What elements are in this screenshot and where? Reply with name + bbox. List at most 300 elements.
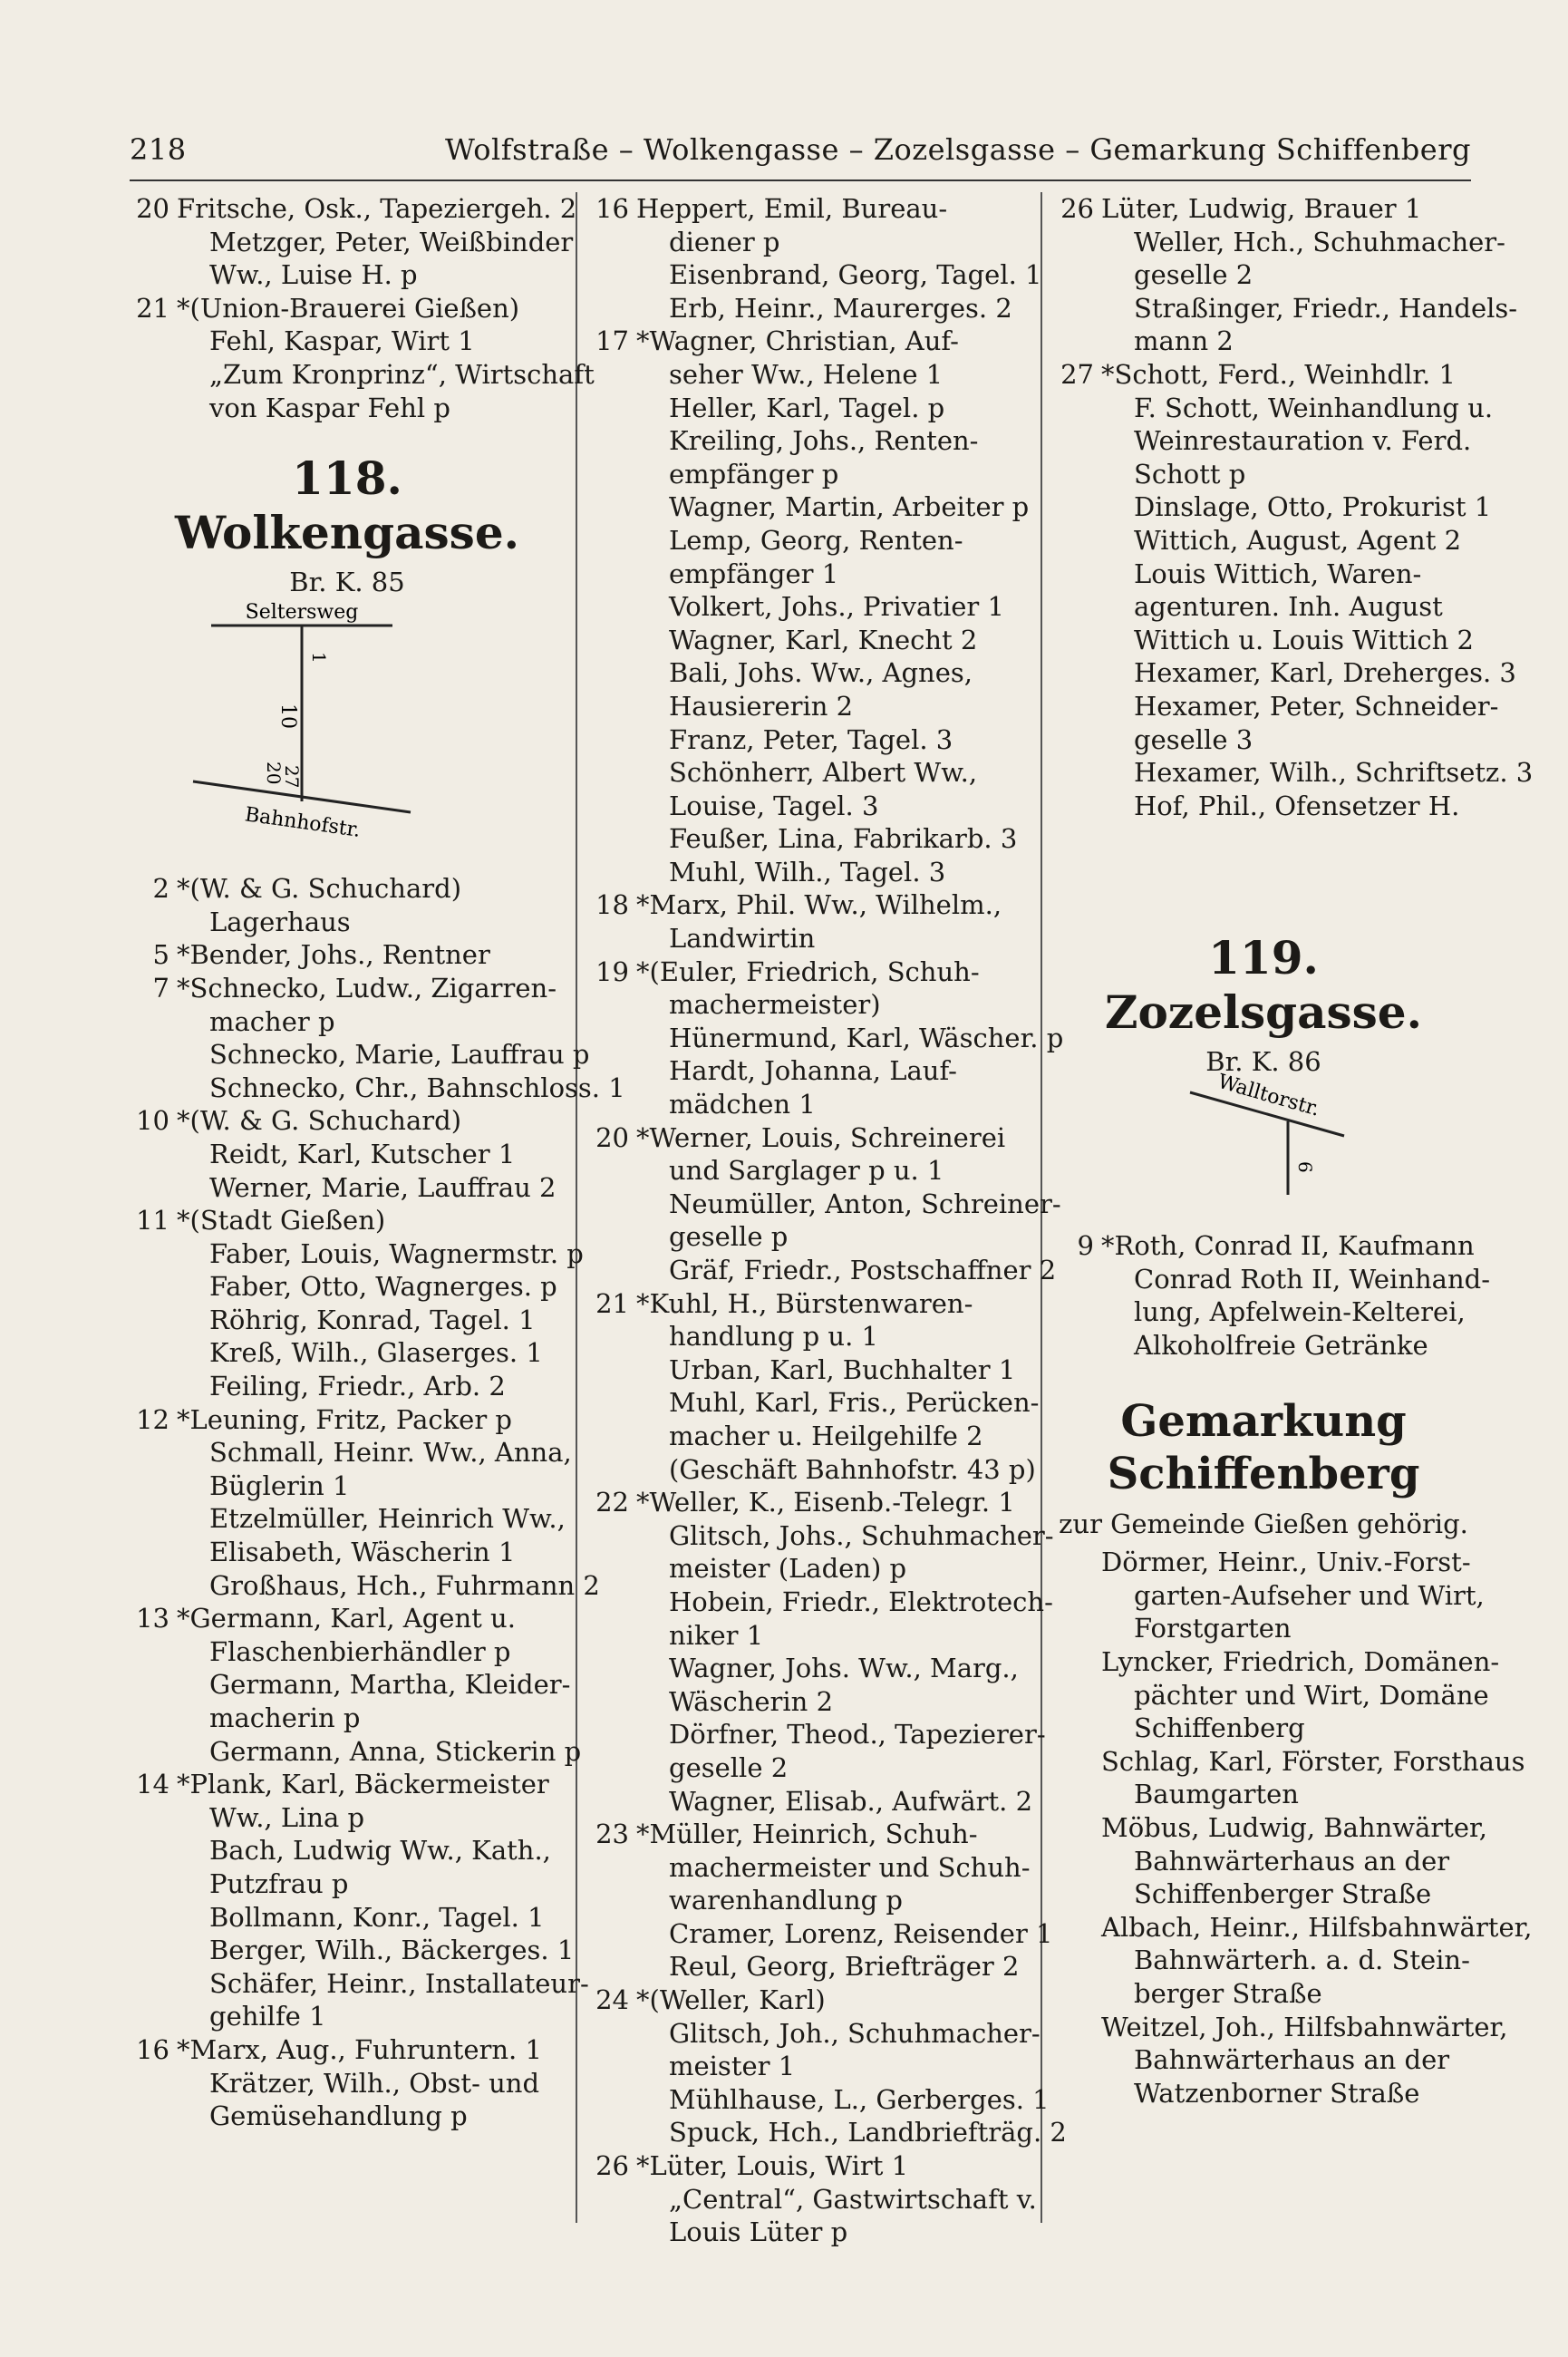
section-title-zozelsgasse: 119. Zozelsgasse. xyxy=(1104,931,1423,1040)
directory-line xyxy=(589,392,1024,425)
house-number xyxy=(130,1801,177,1835)
entry-text: *Germann, Karl, Agent u. xyxy=(177,1603,516,1634)
directory-line xyxy=(1054,1877,1473,1911)
entry-text: berger Straße xyxy=(1134,1977,1322,2009)
house-number xyxy=(130,1370,177,1403)
house-number xyxy=(1054,1612,1101,1645)
entry-text: Bollmann, Konr., Tagel. 1 xyxy=(209,1901,545,1933)
house-number xyxy=(1054,1845,1101,1878)
directory-line xyxy=(589,1353,1024,1387)
directory-line xyxy=(589,822,1024,856)
directory-line xyxy=(130,1768,565,1801)
entry-text: und Sarglager p u. 1 xyxy=(669,1155,944,1187)
entry-text: Werner, Marie, Lauffrau 2 xyxy=(209,1171,557,1203)
directory-line xyxy=(589,2183,1037,2216)
directory-line xyxy=(130,1867,565,1901)
map-number-low-a: 20 xyxy=(263,761,285,785)
entry-text: Heller, Karl, Tagel. p xyxy=(669,392,945,423)
directory-line xyxy=(1054,1811,1487,1845)
house-number xyxy=(1054,723,1101,757)
entry-text: Muhl, Wilh., Tagel. 3 xyxy=(669,856,946,888)
directory-line xyxy=(589,1154,1024,1188)
directory-line xyxy=(130,1072,625,1105)
house-number xyxy=(1054,690,1101,723)
directory-line xyxy=(130,325,565,358)
house-number: 16 xyxy=(595,193,629,224)
house-number: 20 xyxy=(136,193,169,224)
section-ref: Br. K. 85 xyxy=(289,567,405,598)
house-number xyxy=(130,1270,177,1304)
directory-line xyxy=(130,1138,565,1171)
house-number xyxy=(589,424,636,458)
entry-text: *Wagner, Christian, Auf- xyxy=(636,325,959,357)
entry-text: von Kaspar Fehl p xyxy=(209,392,450,423)
section-title-wolkengasse: 118. Wolkengasse. xyxy=(174,451,520,560)
directory-line xyxy=(589,1917,1053,1951)
entry-text: *(W. & G. Schuchard) xyxy=(177,873,462,905)
house-number xyxy=(589,258,636,292)
house-number: 23 xyxy=(595,1819,629,1850)
entry-text: Wittich, August, Agent 2 xyxy=(1134,524,1462,556)
directory-line xyxy=(1054,325,1473,358)
entry-text: Kreß, Wilh., Glaserges. 1 xyxy=(209,1337,543,1369)
house-number xyxy=(589,1154,636,1188)
entry-text: Glitsch, Joh., Schuhmacher- xyxy=(669,2017,1040,2049)
entry-text: Schiffenberg xyxy=(1134,1712,1305,1744)
house-number: 7 xyxy=(152,972,169,1004)
entry-text: macher u. Heilgehilfe 2 xyxy=(669,1420,983,1451)
entry-text: Straßinger, Friedr., Handels- xyxy=(1134,292,1518,324)
directory-line xyxy=(1054,1944,1473,1977)
house-number xyxy=(130,1138,177,1171)
house-number xyxy=(1054,524,1101,558)
entry-text: mädchen 1 xyxy=(669,1089,816,1120)
directory-line xyxy=(130,226,574,259)
entry-text: Großhaus, Hch., Fuhrmann 2 xyxy=(209,1569,600,1601)
street-map-wolkengasse xyxy=(130,602,565,847)
directory-line xyxy=(130,1901,565,1935)
house-number xyxy=(1054,292,1101,325)
entry-text: Gräf, Friedr., Postschaffner 2 xyxy=(669,1255,1057,1285)
directory-line xyxy=(1054,226,1505,259)
house-number: 19 xyxy=(595,955,629,987)
directory-line xyxy=(1054,292,1518,325)
entry-text: niker 1 xyxy=(669,1619,764,1651)
entry-text: Forstgarten xyxy=(1134,1613,1292,1644)
entry-text: *Weller, K., Eisenb.-Telegr. 1 xyxy=(636,1487,1015,1518)
entry-text: machermeister und Schuh- xyxy=(669,1851,1031,1883)
directory-line xyxy=(130,1967,589,2001)
house-number xyxy=(589,1586,636,1619)
entry-text: geselle 2 xyxy=(669,1751,789,1783)
entry-text: Mühlhause, L., Gerberges. 1 xyxy=(669,2083,1050,2115)
entry-text: Schnecko, Chr., Bahnschloss. 1 xyxy=(209,1072,625,1103)
directory-line xyxy=(130,1436,572,1469)
column-3 xyxy=(1054,192,1534,2268)
entry-text: machermeister) xyxy=(669,989,881,1021)
directory-line xyxy=(589,624,1024,657)
entry-text: Kreiling, Johs., Renten- xyxy=(669,425,979,457)
entry-text: Hobein, Friedr., Elektrotech- xyxy=(669,1586,1053,1617)
house-number xyxy=(130,1536,177,1569)
entry-text: Schäfer, Heinr., Installateur- xyxy=(209,1967,589,1999)
house-number xyxy=(1054,790,1101,823)
house-number xyxy=(130,258,177,292)
directory-line xyxy=(589,325,1024,358)
house-number xyxy=(589,1685,636,1719)
entry-text: diener p xyxy=(669,226,780,257)
entry-text: Ww., Lina p xyxy=(209,1801,365,1833)
house-number xyxy=(589,1785,636,1819)
map-street-bottom: Bahnhofstr. xyxy=(243,803,363,843)
entry-text: Reidt, Karl, Kutscher 1 xyxy=(209,1138,516,1169)
directory-line xyxy=(130,1469,565,1503)
directory-line xyxy=(589,756,1024,790)
directory-line xyxy=(130,1104,565,1138)
entry-text: Fritsche, Osk., Tapeziergeh. 2 xyxy=(177,193,577,224)
house-number: 27 xyxy=(1060,358,1094,390)
house-number: 9 xyxy=(1077,1230,1094,1262)
house-number xyxy=(589,1088,636,1121)
directory-line xyxy=(1054,524,1473,558)
entry-text: *Leuning, Fritz, Packer p xyxy=(177,1403,512,1435)
entry-text: *Roth, Conrad II, Kaufmann xyxy=(1101,1230,1475,1262)
entry-text: Heppert, Emil, Bureau- xyxy=(636,193,948,224)
entry-text: „Central“, Gastwirtschaft v. xyxy=(669,2183,1037,2215)
entry-text: *(Weller, Karl) xyxy=(636,1984,826,2016)
directory-line xyxy=(130,1834,565,1867)
house-number xyxy=(130,1038,177,1072)
entry-text: Hausiererin 2 xyxy=(669,690,854,722)
entry-list xyxy=(1054,1546,1533,2110)
entry-text: seher Ww., Helene 1 xyxy=(669,358,944,390)
directory-line xyxy=(589,2083,1050,2117)
entry-text: *Schott, Ferd., Weinhdlr. 1 xyxy=(1101,358,1456,390)
map-street: Walltorstr. xyxy=(1215,1071,1322,1121)
house-number: 12 xyxy=(136,1403,169,1435)
house-number xyxy=(1054,656,1101,690)
house-number xyxy=(589,2216,636,2249)
house-number xyxy=(589,1320,636,1353)
entry-text: Büglerin 1 xyxy=(209,1469,350,1501)
house-number xyxy=(589,1751,636,1785)
directory-line xyxy=(589,1420,1024,1453)
house-number xyxy=(1054,558,1101,591)
entry-text: geselle p xyxy=(669,1221,789,1253)
gemarkung-title-2: Schiffenberg xyxy=(1107,1448,1420,1499)
house-number xyxy=(589,524,636,558)
house-number: 10 xyxy=(136,1105,169,1137)
house-number xyxy=(1054,424,1101,458)
directory-line xyxy=(1054,1977,1473,2011)
directory-line xyxy=(589,1685,1024,1719)
entry-list xyxy=(1054,1229,1491,1362)
directory-line xyxy=(130,1569,600,1603)
entry-text: *(Stadt Gießen) xyxy=(177,1205,386,1237)
directory-line xyxy=(1054,1263,1491,1296)
entry-text: Lyncker, Friedrich, Domänen- xyxy=(1101,1646,1500,1678)
entry-text: geselle 2 xyxy=(1134,259,1253,291)
directory-line xyxy=(130,1005,565,1039)
directory-line xyxy=(589,656,1024,690)
gemarkung-title-1: Gemarkung xyxy=(1120,1395,1407,1447)
directory-line xyxy=(589,1453,1036,1487)
house-number xyxy=(130,1668,177,1702)
entry-text: Bahnwärterhaus an der xyxy=(1134,2044,1450,2076)
entry-text: Krätzer, Wilh., Obst- und xyxy=(209,2067,540,2099)
entry-text: handlung p u. 1 xyxy=(669,1321,878,1353)
house-number xyxy=(589,1851,636,1885)
house-number xyxy=(130,1934,177,1967)
house-number xyxy=(589,624,636,657)
house-number xyxy=(1054,756,1101,790)
house-number xyxy=(589,1652,636,1685)
entry-text: *Marx, Phil. Ww., Wilhelm., xyxy=(636,889,1002,921)
entry-text: Etzelmüller, Heinrich Ww., xyxy=(209,1503,566,1535)
house-number xyxy=(1054,1579,1101,1613)
directory-line xyxy=(130,258,565,292)
directory-line xyxy=(589,1287,1024,1321)
entry-text: Hünermund, Karl, Wäscher. p xyxy=(669,1022,1064,1053)
entry-text: F. Schott, Weinhandlung u. xyxy=(1134,392,1494,423)
entry-text: Hexamer, Wilh., Schriftsetz. 3 xyxy=(1134,757,1534,789)
house-number xyxy=(589,1917,636,1951)
house-number xyxy=(130,325,177,358)
entry-text: Ww., Luise H. p xyxy=(209,259,418,291)
entry-text: *Kuhl, H., Bürstenwaren- xyxy=(636,1287,973,1319)
entry-text: gehilfe 1 xyxy=(209,2001,326,2032)
house-number xyxy=(130,906,177,939)
house-number xyxy=(589,2050,636,2083)
directory-line xyxy=(130,1801,565,1835)
entry-text: *(W. & G. Schuchard) xyxy=(177,1105,462,1137)
directory-line xyxy=(589,888,1024,922)
map-number-mid: 10 xyxy=(276,703,299,730)
directory-line xyxy=(130,1171,565,1205)
entry-text: Urban, Karl, Buchhalter 1 xyxy=(669,1353,1016,1385)
directory-line xyxy=(130,1336,565,1370)
entry-text: Spuck, Hch., Landbriefträg. 2 xyxy=(669,2117,1067,2148)
house-number xyxy=(130,1171,177,1205)
directory-line xyxy=(130,1237,584,1271)
entry-text: lung, Apfelwein-Kelterei, xyxy=(1134,1296,1466,1328)
entry-text: meister 1 xyxy=(669,2051,796,2082)
directory-line xyxy=(1054,1745,1525,1779)
entry-text: meister (Laden) p xyxy=(669,1553,907,1585)
directory-line xyxy=(589,1818,1024,1851)
directory-line xyxy=(589,1751,1024,1785)
entry-text: Wagner, Martin, Arbeiter p xyxy=(669,491,1030,523)
directory-line xyxy=(1054,490,1492,524)
directory-line xyxy=(589,1386,1040,1420)
entry-text: Neumüller, Anton, Schreiner- xyxy=(669,1188,1061,1219)
house-number xyxy=(1054,1877,1101,1911)
entry-text: Faber, Otto, Wagnerges. p xyxy=(209,1271,557,1303)
page-header xyxy=(130,127,1471,172)
entry-text: (Geschäft Bahnhofstr. 43 p) xyxy=(669,1453,1036,1485)
directory-line xyxy=(589,1054,1024,1088)
directory-line xyxy=(1054,723,1473,757)
entry-text: Weitzel, Joh., Hilfsbahnwärter, xyxy=(1101,2011,1508,2042)
house-number xyxy=(1054,2043,1101,2077)
house-number xyxy=(589,1519,636,1553)
entry-text: Hof, Phil., Ofensetzer H. xyxy=(1134,790,1460,821)
street-map-zozelsgasse xyxy=(1054,1071,1473,1204)
house-number xyxy=(130,1502,177,1536)
entry-text: macherin p xyxy=(209,1702,361,1733)
directory-line xyxy=(130,2000,565,2033)
directory-line xyxy=(589,723,1024,757)
house-number xyxy=(589,690,636,723)
directory-line xyxy=(130,392,565,425)
directory-line xyxy=(589,1984,1024,2017)
entry-text: Lagerhaus xyxy=(209,906,351,937)
entry-text: Lemp, Georg, Renten- xyxy=(669,524,963,556)
entry-text: Hardt, Johanna, Lauf- xyxy=(669,1055,957,1087)
entry-text: Schlag, Karl, Förster, Forsthaus xyxy=(1101,1745,1525,1777)
running-title: Wolfstraße – Wolkengasse – Zozelsgasse – Gemarkung Schiffenberg xyxy=(445,132,1471,167)
entry-text: Baumgarten xyxy=(1134,1779,1299,1810)
map-number-low-b: 27 xyxy=(281,765,303,789)
house-number xyxy=(589,1386,636,1420)
entry-text: Conrad Roth II, Weinhand- xyxy=(1134,1263,1491,1295)
directory-line xyxy=(130,192,577,226)
entry-text: *(Union-Brauerei Gießen) xyxy=(177,292,520,324)
directory-line xyxy=(130,358,595,392)
house-number xyxy=(589,1254,636,1287)
entry-text: Schmall, Heinr. Ww., Anna, xyxy=(209,1437,572,1469)
directory-line xyxy=(130,1735,582,1769)
house-number xyxy=(1054,458,1101,491)
directory-line xyxy=(1054,1579,1485,1613)
entry-text: Hexamer, Karl, Dreherges. 3 xyxy=(1134,657,1516,689)
entry-text: Schott p xyxy=(1134,458,1246,490)
house-number xyxy=(589,590,636,624)
house-number xyxy=(589,292,636,325)
directory-line xyxy=(589,1486,1024,1519)
entry-text: *Bender, Johs., Rentner xyxy=(177,939,490,971)
directory-line xyxy=(130,292,565,325)
house-number xyxy=(589,1718,636,1751)
entry-text: Germann, Martha, Kleider- xyxy=(209,1669,571,1701)
section-ref: Br. K. 86 xyxy=(1205,1046,1321,1078)
entry-text: geselle 3 xyxy=(1134,723,1253,755)
entry-text: Albach, Heinr., Hilfsbahnwärter, xyxy=(1101,1911,1533,1943)
house-number xyxy=(589,790,636,823)
house-number xyxy=(130,2100,177,2133)
directory-line xyxy=(589,358,1024,392)
entry-text: Wagner, Johs. Ww., Marg., xyxy=(669,1653,1019,1684)
house-number xyxy=(589,1188,636,1221)
directory-line xyxy=(1054,1229,1473,1263)
house-number xyxy=(130,1867,177,1901)
entry-list xyxy=(1054,192,1534,822)
entry-text: Schnecko, Marie, Lauffrau p xyxy=(209,1039,590,1071)
entry-text: Möbus, Ludwig, Bahnwärter, xyxy=(1101,1812,1487,1843)
house-number xyxy=(589,723,636,757)
directory-line xyxy=(589,955,1024,989)
directory-line xyxy=(130,1502,565,1536)
house-number xyxy=(130,1336,177,1370)
directory-line xyxy=(130,1934,575,1967)
house-number xyxy=(589,822,636,856)
directory-line xyxy=(1054,1679,1489,1712)
directory-line xyxy=(589,490,1030,524)
entry-text: Lüter, Ludwig, Brauer 1 xyxy=(1101,193,1422,224)
house-number xyxy=(589,2083,636,2117)
entry-text: warenhandlung p xyxy=(669,1885,903,1916)
column-2 xyxy=(589,192,1067,2268)
directory-line xyxy=(130,1270,565,1304)
house-number xyxy=(589,1353,636,1387)
directory-line xyxy=(1054,192,1473,226)
directory-line xyxy=(1054,2011,1508,2044)
directory-line xyxy=(1054,258,1473,292)
directory-line xyxy=(589,1884,1024,1917)
house-number: 18 xyxy=(595,889,629,921)
house-number xyxy=(130,1469,177,1503)
entry-text: Wittich u. Louis Wittich 2 xyxy=(1134,624,1474,655)
house-number: 13 xyxy=(136,1603,169,1634)
house-number xyxy=(589,756,636,790)
directory-line xyxy=(589,226,1024,259)
directory-line xyxy=(589,1320,1024,1353)
entry-text: Feiling, Friedr., Arb. 2 xyxy=(209,1371,506,1402)
house-number xyxy=(589,856,636,889)
directory-line xyxy=(130,938,565,972)
house-number xyxy=(589,1054,636,1088)
directory-line xyxy=(589,690,1024,723)
house-number: 17 xyxy=(595,325,629,357)
directory-line xyxy=(589,458,1024,491)
directory-line xyxy=(589,1088,1024,1121)
directory-line xyxy=(1054,558,1473,591)
entry-text: *(Euler, Friedrich, Schuh- xyxy=(636,955,980,987)
entry-text: pächter und Wirt, Domäne xyxy=(1134,1679,1489,1711)
entry-text: Wäscherin 2 xyxy=(669,1685,834,1717)
house-number xyxy=(130,1569,177,1603)
directory-line xyxy=(589,1718,1046,1751)
house-number xyxy=(589,1950,636,1984)
directory-line xyxy=(130,2067,565,2100)
house-number xyxy=(130,1304,177,1337)
house-number xyxy=(589,558,636,591)
entry-text: Metzger, Peter, Weißbinder xyxy=(209,226,574,257)
entry-text: Eisenbrand, Georg, Tagel. 1 xyxy=(669,259,1042,291)
directory-line xyxy=(1054,1778,1473,1811)
entry-text: Schiffenberger Straße xyxy=(1134,1878,1432,1910)
entry-text: Elisabeth, Wäscherin 1 xyxy=(209,1537,516,1568)
header-rule xyxy=(130,179,1471,181)
directory-line xyxy=(589,1220,1024,1254)
entry-text: *Müller, Heinrich, Schuh- xyxy=(636,1819,978,1850)
directory-line xyxy=(589,2050,1024,2083)
directory-line xyxy=(130,2033,565,2067)
house-number xyxy=(130,1072,177,1105)
entry-text: Franz, Peter, Tagel. 3 xyxy=(669,723,953,755)
directory-line xyxy=(589,1851,1031,1885)
directory-line xyxy=(589,1254,1057,1287)
house-number: 26 xyxy=(595,2150,629,2182)
house-number xyxy=(589,1453,636,1487)
house-number xyxy=(1054,1977,1101,2011)
house-number xyxy=(1054,1911,1101,1945)
directory-line xyxy=(130,972,565,1005)
house-number xyxy=(589,2116,636,2149)
directory-line xyxy=(589,192,1024,226)
entry-text: macher p xyxy=(209,1005,335,1037)
entry-text: Louis Wittich, Waren- xyxy=(1134,558,1422,589)
